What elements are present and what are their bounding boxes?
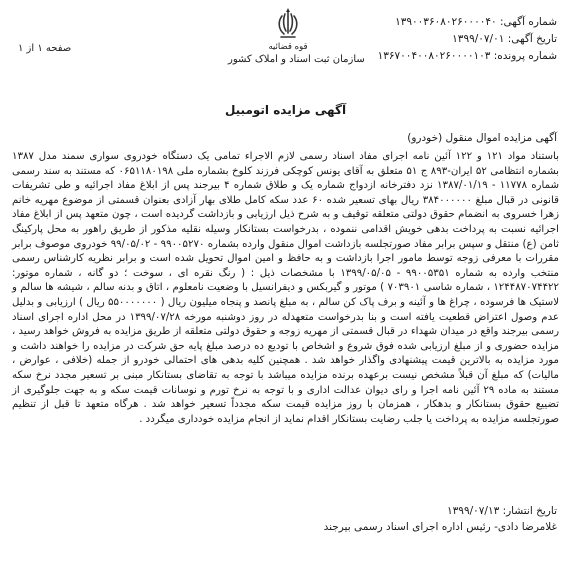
publish-date-row: [324, 504, 557, 520]
publish-date: ۱۳۹۹/۰۷/۱۳: [447, 505, 500, 517]
ad-number-row: [378, 14, 557, 31]
notice-title: آگهی مزایده اتومبیل: [224, 103, 347, 117]
notice-body-paragraph: باستناد مواد ۱۲۱ و ۱۲۲ آئین نامه اجرای مفاد اسناد رسمی لازم الاجراء تمامی یک دستگاه خودروی سواری سمند مدل ۱۳۸۷ بشماره انتظامی ۵۲ ایران-۸۹۳ ج ۵۱ متعلق به آقای یونس کوچکی فرزند کلوخ بشماره ملی ۰۶۵۱۱۸۰۱۹۸ که مستند به سند رسمی شماره ۱۱۷۷۸ - ۱۳۸۷/۰۱/۱۹ نزد دفترخانه ازدواج شماره یک و طلاق شماره ۴ بیرجند پس از ابلاغ مفاد اجرائیه و طی تشریفات قانونی در قبال مبلغ ۳۸۴۰۰۰۰۰۰ ریال بهای تسعیر شده ۶۰ عدد سکه کامل طلای بهار آزادی بعنوان قسمتی از موضوع مهریه خانم زهرا خسروی به انضمام حقوق دولتی متعلقه توقیف و به شرح ذیل ارزیابی و بازداشت گردیده است ، چون متعهد پس از ابلاغ مفاد اجرائیه نسبت به پرداخت بدهی خویش اقدامی ننموده ، بدرخواست بستانکار وسیله نقلیه مذکور از طریق راهور به محل پارکینگ ثامن (ع) منتقل و سپس برابر مفاد صورتجلسه بازداشت اموال منقول وارده بشماره ۹۹۰۰۵۲۷۰ - ۹۹/۰۵/۰۲ خودروی موصوف برابر مقررات با معرفی زوجه توسط مامور اجرا بازداشت و به حافظ و امین اموال تحویل شده است و برابر نظریه کارشناس رسمی منتخب وارده به شماره ۹۹۰۰۵۳۵۱ - ۱۳۹۹/۰۵/۰۵ با مشخصات ذیل : ( رنگ نقره ای ، سوخت ؛ دو گانه ، شماره موتور: ۱۲۴۴۸۷۰۷۴۴۲۲ ، شماره شاسی ۷۰۳۹۰۱ ) موتور و گیربکس و دیفرانسیل با وضعیت نامعلوم ، اتاق و بدنه سالم ، شیشه ها سالم و لاستیک ها فرسوده ، چراغ ها و آئینه و برف پاک کن سالم ، به مبلغ پانصد و پنجاه میلیون ریال ( ۵۵۰۰۰۰۰۰۰ ریال ) ارزیابی و بدلیل عدم وصول اعتراض قطعیت یافته است و بنا بدرخواست متعهدله در روز دوشنبه مورخه ۱۳۹۹/۰۷/۲۸ در محل اداره اجرای اسناد رسمی بیرجند واقع در میدان شهداء در قبال قسمتی از مهریه زوجه و حقوق دولتی متعلقه از طریق مزایده به فروش خواهد رسید ، مزایده حضوری و از مبلغ ارزیابی شده فوق شروع و اشخاص با تودیع ده درصد مبلغ پایه حق شرکت در مزایده را خواهند داشت و مورد مزایده به بالاترین قیمت پیشنهادی واگذار خواهد شد . همچنین کلیه بدهی های احتمالی خودرو از جمله (خلافی ، عوارض ، مالیات) که مبلغ آن قبلاً مشخص نیست برعهده برنده مزایده میباشد با توجه به تقاضای بستانکار مبنی بر تسعیر مجدد نرخ سکه مستند به ماده ۲۹ آئین نامه اجرا و رای دیوان عدالت اداری و با توجه به نرخ تورم و نوسانات قیمت سکه و به جهت جلوگیری از تضییع حقوق بستانکار و بدهکار ، همزمان با روز مزایده قیمت سکه مجدداً تسعیر خواهد شد . هرگاه متعهد تا قبل از تنظیم صورتجلسه مزایده به پرداخت یا جلب رضایت بستانکار اقدام نماید از انجام مزایده خودداری میگردد .: [12, 151, 560, 425]
notice-body: [12, 150, 559, 427]
organization-emblem-block: [228, 8, 365, 65]
judiciary-label: قوه قضائیه: [268, 42, 308, 52]
organization-name: سازمان ثبت اسناد و املاک کشور: [228, 54, 365, 65]
ad-number: ۱۳۹۰۰۳۶۰۸۰۲۶۰۰۰۰۴۰: [395, 16, 497, 28]
ad-date-label: تاریخ آگهی:: [507, 33, 557, 45]
page-counter: صفحه ۱ از ۱: [18, 43, 72, 54]
notice-metadata: [378, 14, 557, 65]
file-number-row: [378, 48, 557, 65]
notice-subtitle: آگهی مزایده اموال منقول (خودرو): [407, 132, 557, 144]
signature-line: غلامرضا دادی- رئیس اداره اجرای اسناد رسمی بیرجند: [323, 520, 557, 533]
publish-date-label: تاریخ انتشار:: [502, 505, 557, 517]
notice-footer: [324, 504, 557, 535]
file-number: ۱۳۶۷۰۰۴۰۰۸۰۲۶۰۰۰۰۱۰۳: [377, 50, 491, 62]
ad-date-row: [378, 31, 557, 48]
ad-date: ۱۳۹۹/۰۷/۰۱: [452, 33, 505, 45]
iran-emblem-icon: [273, 8, 303, 42]
ad-number-label: شماره آگهی:: [499, 16, 557, 28]
file-number-label: شماره پرونده:: [493, 50, 557, 62]
